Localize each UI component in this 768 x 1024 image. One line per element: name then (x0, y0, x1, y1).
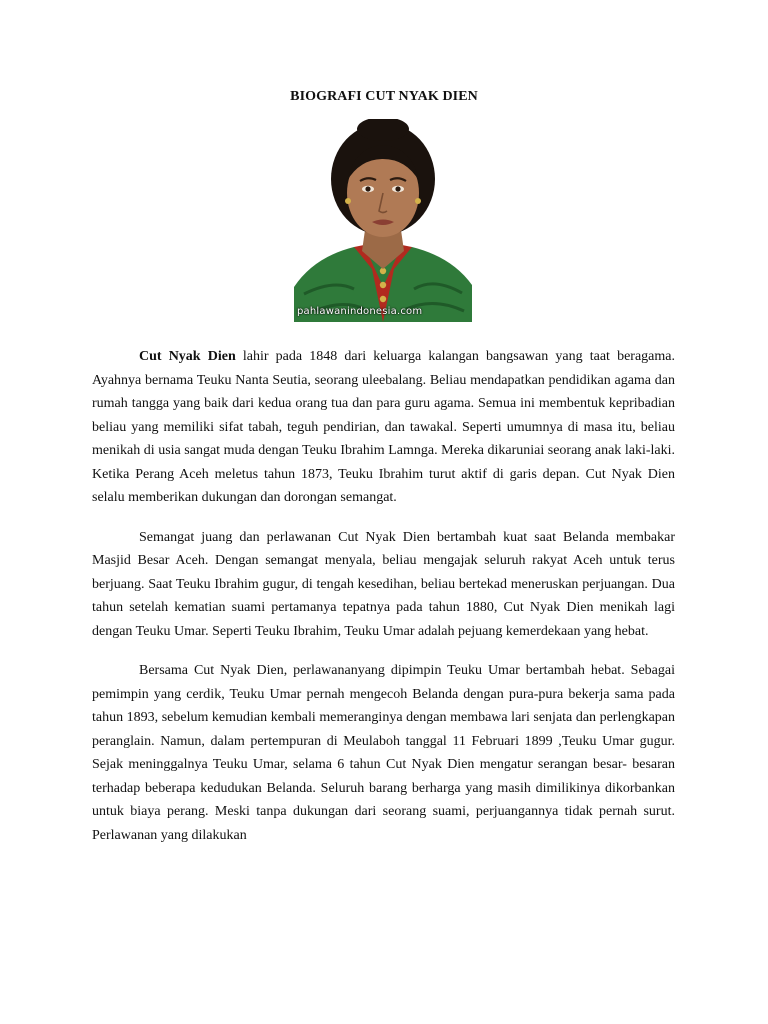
dress-button (380, 296, 386, 302)
paragraph-1-lead: Cut Nyak Dien (139, 349, 236, 364)
portrait-illustration (294, 119, 472, 322)
image-watermark: pahlawanindonesia.com (297, 306, 423, 317)
paragraph-3-text: Bersama Cut Nyak Dien, perlawananyang dipimpin Teuku Umar bertambah hebat. Sebagai pemimpin yang cerdik, Teuku Umar pernah mengecoh Belanda dengan pura-pura bekerja sama pada tahun 1893, sebelum kemudian kembali memeranginya dengan membawa lari senjata dan perlengkapan peranglain. Namun, dalam pertempuran di Meulaboh tanggal 11 Februari 1899 ,Teuku Umar gugur. Sejak meninggalnya Teuku Umar, selama 6 tahun Cut Nyak Dien mengatur serangan besar- besaran terhadap beberapa kedudukan Belanda. Seluruh barang berharga yang masih dimilikinya dikorbankan untuk biaya perang. Meski tanpa dukungan dari seorang suami, perjuangannya tidak pernah surut. Perlawanan yang dilakukan (92, 663, 675, 843)
page-title: BIOGRAFI CUT NYAK DIEN (290, 89, 478, 104)
dress-button (380, 282, 386, 288)
paragraph-3 (92, 659, 675, 847)
paragraph-1 (92, 345, 675, 510)
paragraph-2 (92, 526, 675, 644)
paragraph-1-text: lahir pada 1848 dari keluarga kalangan bangsawan yang taat beragama. Ayahnya bernama Teuku Nanta Seutia, seorang uleebalang. Beliau mendapatkan pendidikan agama dan rumah tangga yang baik dari kedua orang tua dan para guru agama. Semua ini membentuk kepribadian beliau yang memiliki sifat tabah, teguh pendirian, dan tawakal. Seperti umumnya di masa itu, beliau menikah di usia sangat muda dengan Teuku Ibrahim Lamnga. Mereka dikaruniai seorang anak laki-laki. Ketika Perang Aceh meletus tahun 1873, Teuku Ibrahim turut aktif di garis depan. Cut Nyak Dien selalu memberikan dukungan dan dorongan semangat. (92, 349, 675, 505)
portrait-image (294, 119, 472, 322)
article-body (92, 345, 675, 863)
paragraph-2-text: Semangat juang dan perlawanan Cut Nyak Dien bertambah kuat saat Belanda membakar Masjid Besar Aceh. Dengan semangat menyala, beliau mengajak seluruh rakyat Aceh untuk terus berjuang. Saat Teuku Ibrahim gugur, di tengah kesedihan, beliau bertekad meneruskan perjuangan. Dua tahun setelah kematian suami pertamanya tepatnya pada tahun 1880, Cut Nyak Dien menikah lagi dengan Teuku Umar. Seperti Teuku Ibrahim, Teuku Umar adalah pejuang kemerdekaan yang hebat. (92, 529, 675, 639)
